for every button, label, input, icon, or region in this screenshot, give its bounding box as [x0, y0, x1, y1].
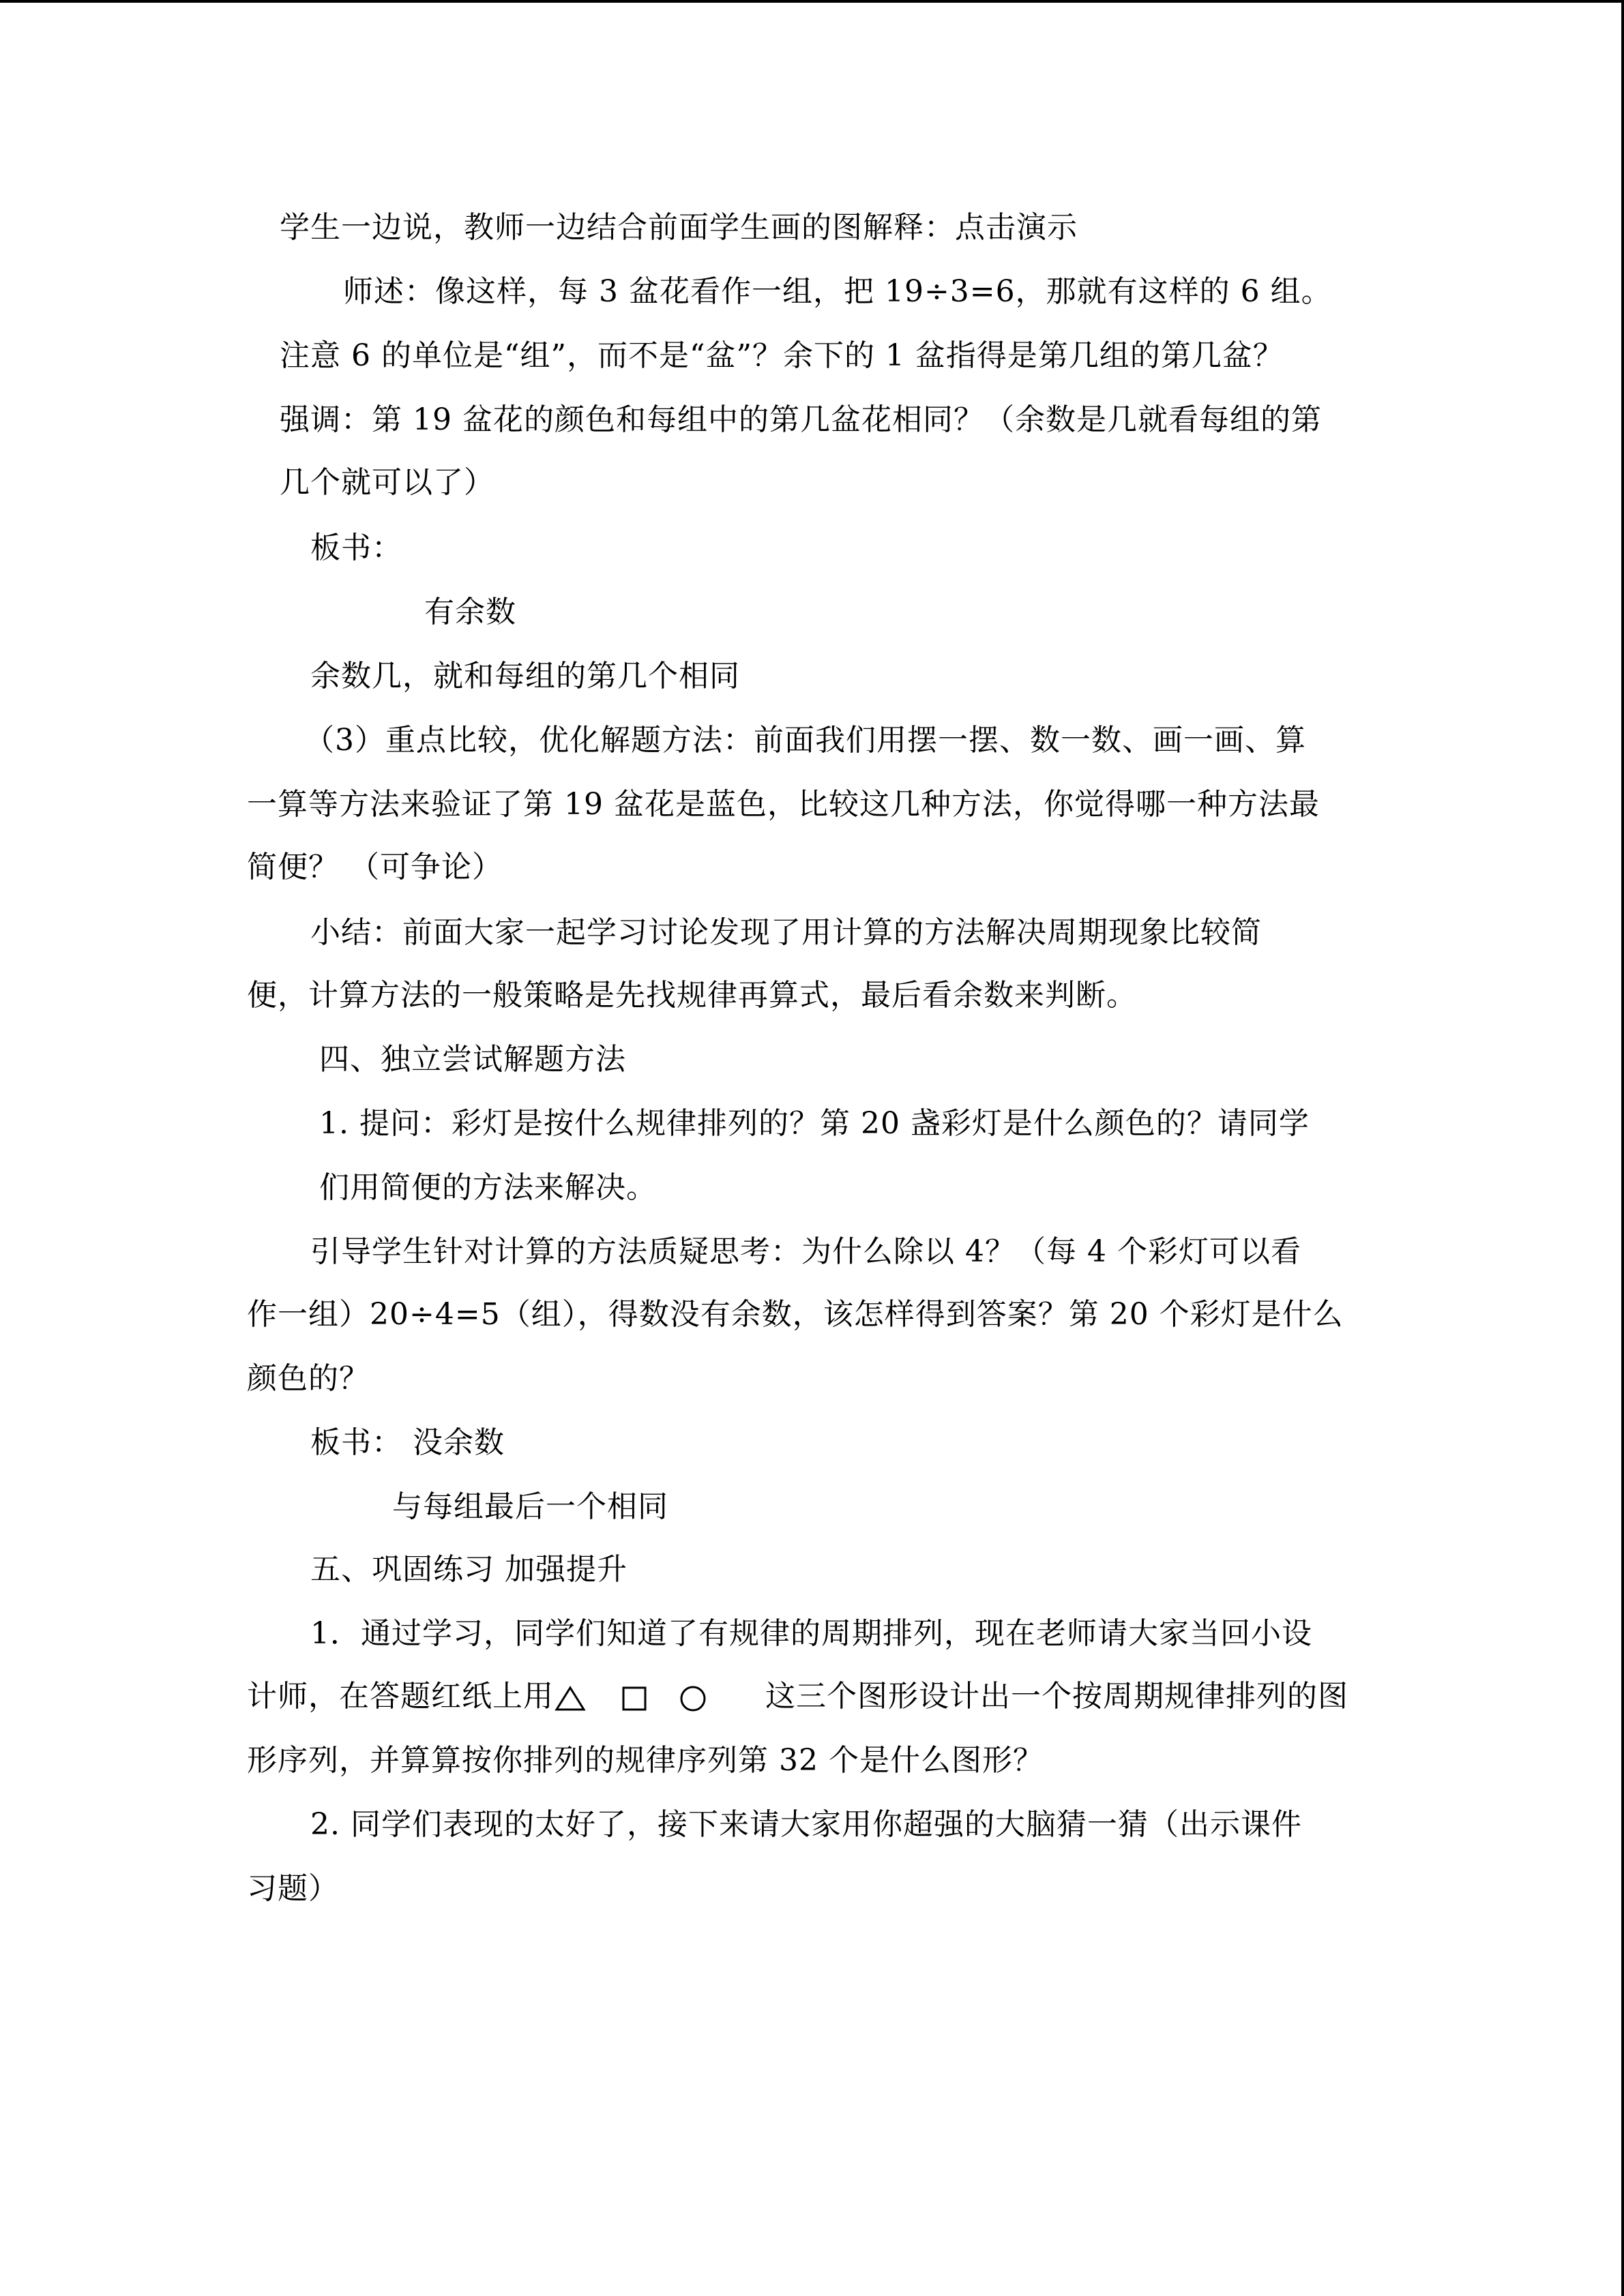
para-line: 一算等方法来验证了第 19 盆花是蓝色，比较这几种方法，你觉得哪一种方法最	[247, 787, 1320, 822]
para-text-before-shapes: 计师，在答题红纸上用	[247, 1679, 554, 1714]
para-heading: 板书：	[310, 531, 402, 565]
board-note: 板书： 没余数	[310, 1425, 505, 1460]
square-icon	[621, 1685, 648, 1712]
para-line-with-shapes	[247, 1676, 1348, 1717]
para-line: 学生一边说，教师一边结合前面学生画的图解释：点击演示	[280, 210, 1078, 245]
para-line: 几个就可以了）	[280, 465, 494, 500]
para-line: 1. 提问：彩灯是按什么规律排列的？第 20 盏彩灯是什么颜色的？请同学	[319, 1106, 1310, 1141]
para-line: 颜色的？	[247, 1361, 370, 1396]
para-text-after-shapes: 这三个图形设计出一个按周期规律排列的图	[765, 1679, 1348, 1714]
para-line: 形序列，并算算按你排列的规律序列第 32 个是什么图形？	[247, 1743, 1044, 1778]
board-note: 有余数	[424, 595, 516, 629]
board-note: 余数几，就和每组的第几个相同	[310, 659, 740, 694]
para-line: 2. 同学们表现的太好了，接下来请大家用你超强的大脑猜一猜（出示课件	[310, 1807, 1302, 1842]
para-line: 们用简便的方法来解决。	[319, 1170, 657, 1205]
para-line: （3）重点比较，优化解题方法：前面我们用摆一摆、数一数、画一画、算	[304, 723, 1306, 758]
para-line: 简便？ （可争论）	[247, 850, 503, 884]
para-line: 注意 6 的单位是“组”，而不是“盆”？余下的 1 盆指得是第几组的第几盆？	[280, 338, 1284, 373]
section-heading: 四、独立尝试解题方法	[319, 1042, 626, 1077]
triangle-icon	[554, 1685, 587, 1712]
para-line: 师述：像这样，每 3 盆花看作一组，把 19÷3=6，那就有这样的 6 组。	[343, 274, 1332, 309]
para-line: 小结：前面大家一起学习讨论发现了用计算的方法解决周期现象比较简	[310, 915, 1262, 950]
para-line: 强调：第 19 盆花的颜色和每组中的第几盆花相同？（余数是几就看每组的第	[280, 402, 1322, 437]
section-heading: 五、巩固练习 加强提升	[310, 1552, 628, 1587]
para-line: 便，计算方法的一般策略是先找规律再算式，最后看余数来判断。	[247, 978, 1137, 1013]
para-line: 习题）	[247, 1871, 339, 1906]
para-line: 作一组）20÷4=5（组），得数没有余数，该怎样得到答案？第 20 个彩灯是什么	[247, 1297, 1344, 1332]
circle-icon	[678, 1684, 708, 1714]
board-note: 与每组最后一个相同	[392, 1489, 668, 1524]
para-line: 引导学生针对计算的方法质疑思考：为什么除以 4？（每 4 个彩灯可以看	[310, 1234, 1301, 1269]
para-line: 1．通过学习，同学们知道了有规律的周期排列，现在老师请大家当回小设	[310, 1616, 1312, 1651]
